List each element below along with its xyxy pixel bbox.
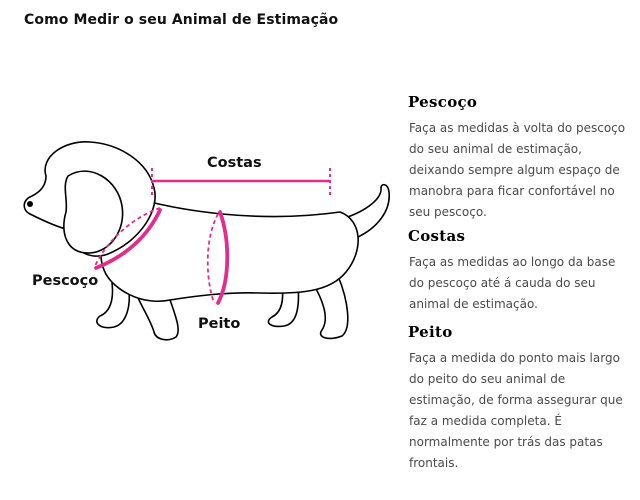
page-title: Como Medir o seu Animal de Estimação (24, 12, 339, 28)
pescoco-label: Pescoço (32, 273, 99, 289)
section-heading: Pescoço (408, 93, 478, 111)
section-text: Faça as medidas à volta do pescoço do seu animal de estimação, deixando sempre algum espaço de manobra para ficar confortável no seu pescoço. (409, 121, 626, 219)
section-pescoco (408, 93, 633, 223)
section-costas (408, 227, 633, 315)
section-heading: Costas (408, 227, 466, 245)
section-text: Faça a medida do ponto mais largo do peito do seu animal de estimação, de forma assegurar que faz a medida completa. É normalmente por trás das patas frontais. (409, 351, 623, 470)
section-text: Faça as medidas ao longo da base do pescoço até á cauda do seu animal de estimação. (409, 255, 616, 311)
costas-label: Costas (207, 155, 262, 171)
costas-measure-line (152, 168, 330, 198)
section-peito (408, 323, 633, 474)
dog-nose (27, 201, 33, 207)
peito-label: Peito (198, 316, 241, 332)
section-heading: Peito (408, 323, 453, 341)
